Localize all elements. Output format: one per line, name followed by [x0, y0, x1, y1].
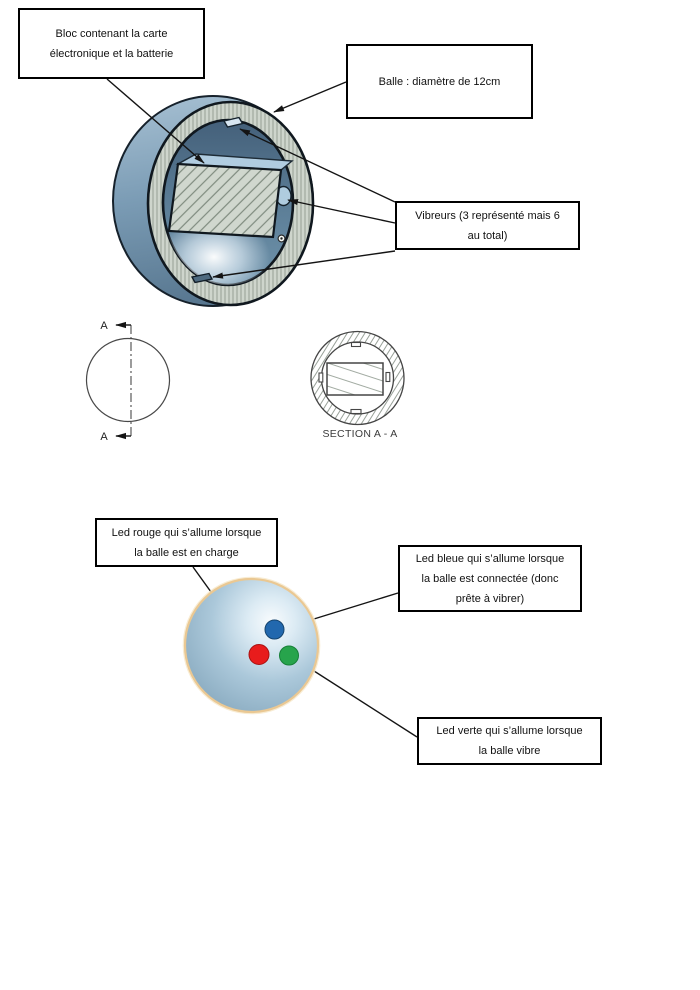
section-tab-bottom [351, 410, 361, 414]
callout-text-line: Led bleue qui s’allume lorsque [415, 552, 565, 565]
led-green [280, 646, 299, 665]
callout-led-verte [417, 717, 602, 765]
section-tab-left [319, 373, 323, 382]
callout-led-rouge [95, 518, 278, 567]
callout-text-line: Bloc contenant la carte [55, 27, 168, 40]
callout-text-line: la balle est connectée (donc [421, 572, 559, 585]
callout-led-bleue [398, 545, 582, 612]
electronics-block [169, 164, 281, 237]
callout-bloc-electronique [18, 8, 205, 79]
callout-text-line: prête à vibrer) [455, 592, 525, 605]
section-tab-top [352, 343, 361, 347]
section-view [311, 332, 404, 441]
callout-text-line: Led rouge qui s’allume lorsque [111, 526, 262, 539]
section-tab-right [386, 373, 390, 382]
callout-text-line: Led verte qui s’allume lorsque [436, 725, 583, 737]
led-red [249, 645, 269, 665]
leader-balle [274, 82, 346, 112]
leader-led-verte [300, 662, 417, 737]
callout-text-line: Vibreurs (3 représenté mais 6 [415, 209, 560, 222]
cut-label-top: A [100, 320, 108, 332]
front-view [87, 320, 170, 443]
ball-3d-view [113, 96, 313, 306]
section-block-rect [327, 363, 383, 395]
cut-label-bottom: A [100, 431, 108, 443]
section-view-label: SECTION A - A [322, 428, 398, 440]
callout-text-line: au total) [467, 229, 508, 242]
led-blue [265, 620, 284, 639]
ball-led-view [184, 578, 320, 714]
ball-sphere [185, 579, 318, 712]
callout-vibreurs [395, 201, 580, 250]
callout-text-line: électronique et la batterie [49, 47, 174, 60]
callout-balle-diametre [346, 44, 533, 119]
callout-text-line: la balle vibre [478, 745, 541, 757]
callout-text-line: la balle est en charge [134, 546, 239, 559]
front-view-circle [87, 339, 170, 422]
screw-detail-center [280, 237, 282, 239]
callout-text-line: Balle : diamètre de 12cm [378, 75, 501, 88]
